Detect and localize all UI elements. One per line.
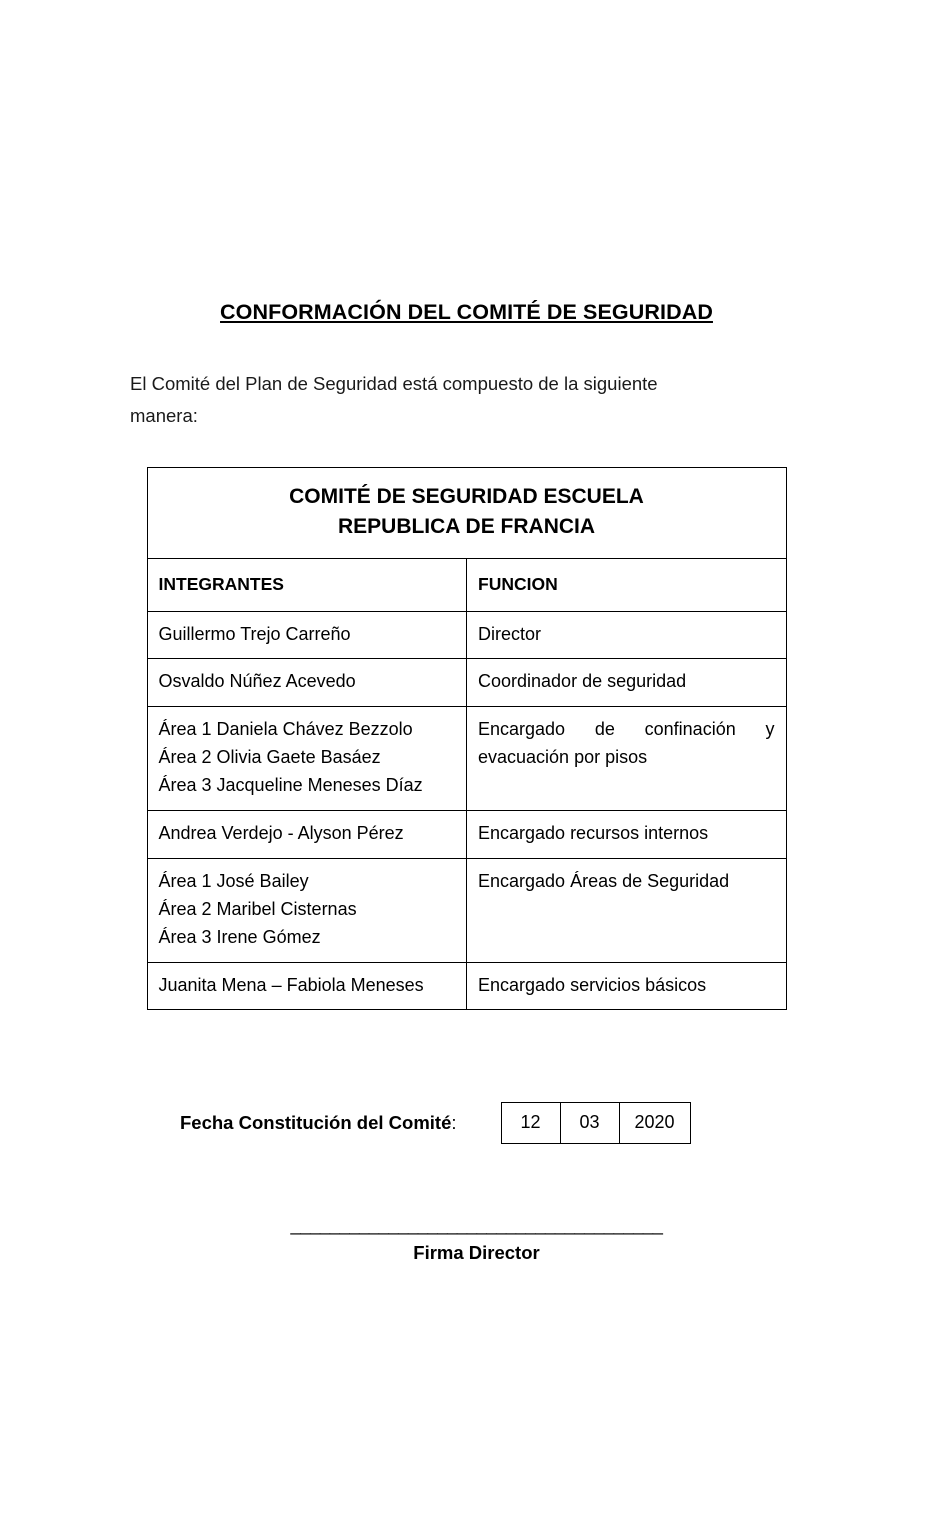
members-cell	[147, 611, 467, 659]
members-cell	[147, 962, 467, 1010]
signature-line: ______________________________________	[290, 1214, 663, 1236]
member-name: Área 2 Olivia Gaete Basáez	[158, 747, 381, 768]
intro-line-1: El Comité del Plan de Seguridad está compuesto de la siguiente	[130, 372, 658, 394]
page-title: CONFORMACIÓN DEL COMITÉ DE SEGURIDAD	[220, 300, 713, 324]
table-title-line-2: REPUBLICA DE FRANCIA	[337, 514, 596, 538]
members-cell	[147, 811, 467, 859]
date-section	[130, 1102, 803, 1144]
role-text: Encargado recursos internos	[478, 823, 709, 843]
column-header-members: INTEGRANTES	[147, 559, 467, 611]
role-text: Coordinador de seguridad	[478, 671, 687, 692]
member-name: Guillermo Trejo Carreño	[158, 623, 351, 644]
date-row	[501, 1103, 690, 1144]
role-cell	[467, 811, 787, 859]
role-cell	[467, 707, 787, 811]
role-cell	[467, 659, 787, 707]
date-year-cell: 2020	[619, 1103, 690, 1144]
signature-section	[130, 1214, 803, 1264]
committee-table	[147, 467, 787, 1011]
table-title-line-1: COMITÉ DE SEGURIDAD ESCUELA	[289, 484, 644, 508]
member-name: Andrea Verdejo - Alyson Pérez	[158, 823, 404, 843]
role-cell	[467, 858, 787, 962]
members-cell	[147, 858, 467, 962]
intro-paragraph	[130, 368, 803, 433]
table-row	[147, 707, 786, 811]
date-label-colon: :	[451, 1112, 457, 1134]
member-name: Área 1 Daniela Chávez Bezzolo	[158, 719, 413, 740]
member-name: Osvaldo Núñez Acevedo	[158, 671, 356, 692]
member-name: Área 3 Jacqueline Meneses Díaz	[158, 775, 423, 796]
member-name: Área 1 José Bailey	[158, 870, 309, 891]
date-month-cell: 03	[560, 1103, 619, 1144]
table-column-header-row	[147, 559, 786, 611]
members-cell	[147, 707, 467, 811]
role-text: Encargado servicios básicos	[478, 974, 707, 995]
table-header-row	[147, 467, 786, 559]
date-label-text: Fecha Constitución del Comité	[180, 1112, 452, 1134]
role-text: Encargado Áreas de Seguridad	[478, 870, 730, 891]
signature-caption: Firma Director	[413, 1242, 540, 1264]
role-line-1: Encargado de confinación y	[478, 719, 775, 740]
member-name: Área 3 Irene Gómez	[158, 926, 321, 947]
role-line-2: evacuación por pisos	[478, 747, 648, 768]
role-text-block	[478, 716, 775, 772]
member-name: Área 2 Maribel Cisternas	[158, 898, 357, 919]
members-cell	[147, 659, 467, 707]
intro-line-2: manera:	[130, 405, 198, 427]
role-cell	[467, 962, 787, 1010]
member-name: Juanita Mena – Fabiola Meneses	[158, 974, 424, 995]
table-row	[147, 962, 786, 1010]
table-row	[147, 659, 786, 707]
table-row	[147, 811, 786, 859]
role-text: Director	[478, 623, 542, 644]
column-header-role: FUNCION	[467, 559, 787, 611]
role-cell	[467, 611, 787, 659]
table-title-cell	[147, 467, 786, 559]
table-row	[147, 611, 786, 659]
date-table	[501, 1102, 691, 1144]
table-row	[147, 858, 786, 962]
date-label	[180, 1112, 457, 1134]
date-day-cell: 12	[501, 1103, 560, 1144]
